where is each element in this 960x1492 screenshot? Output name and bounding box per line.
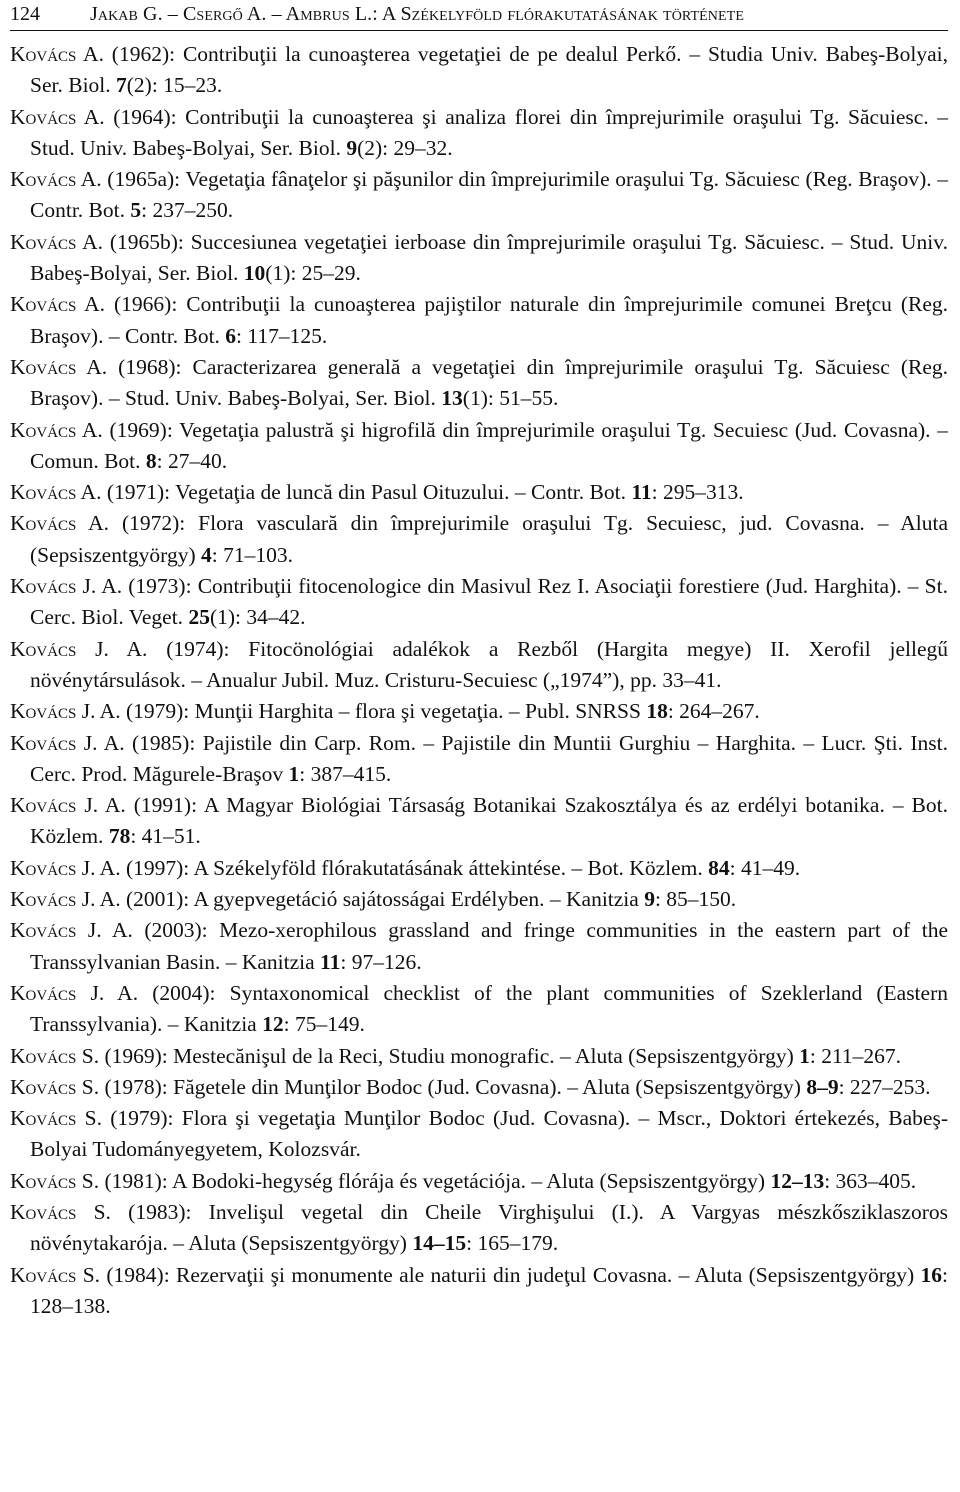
reference-text: (1974): Fitocönológiai adalékok a Rezből (Hargita megye) II. Xerofil jellegű növénytársulások. – Anualur Jubil. Muz. Cristuru-Secuiesc („1974”), pp. 33–41. (30, 636, 948, 692)
reference-volume: 16 (920, 1262, 943, 1287)
reference-pages: (1): 51–55. (462, 386, 559, 411)
reference-pages: : 41–49. (729, 855, 801, 880)
reference-pages: : 27–40. (156, 448, 228, 473)
reference-author: Kovács J. A. (10, 699, 121, 724)
reference-entry (10, 415, 948, 478)
reference-entry (10, 728, 948, 791)
reference-pages: (2): 29–32. (357, 135, 453, 160)
reference-entry (10, 164, 948, 227)
reference-entry (10, 1072, 948, 1103)
reference-pages: : 165–179. (466, 1231, 559, 1256)
reference-volume: 1 (799, 1043, 810, 1068)
reference-pages: : 97–126. (340, 949, 422, 974)
reference-text: (1966): Contribuţii la cunoaşterea pajiştilor naturale din împrejurimile comunei Breţcu (Reg. Braşov). – Contr. Bot. (30, 292, 948, 348)
reference-text: (1979): Flora şi vegetaţia Munţilor Bodoc (Jud. Covasna). – Mscr., Doktori értekezés, Babeş-Bolyai Tudományegyetem, Kolozsvár. (30, 1106, 948, 1162)
reference-author: Kovács A. (10, 229, 103, 254)
reference-author: Kovács J. A. (10, 887, 121, 912)
reference-pages: : 211–267. (809, 1043, 902, 1068)
reference-text: (1972): Flora vasculară din împrejurimile oraşului Tg. Secuiesc, jud. Covasna. – Aluta (Sepsiszentgyörgy) (30, 511, 948, 567)
reference-author: Kovács A. (10, 42, 104, 66)
reference-pages: : 227–253. (838, 1074, 931, 1099)
reference-volume: 5 (130, 198, 142, 223)
reference-author: Kovács A. (10, 167, 102, 192)
reference-author: Kovács A. (10, 511, 110, 536)
reference-entry (10, 102, 948, 165)
reference-entry (10, 508, 948, 571)
reference-author: Kovács J. A. (10, 636, 148, 661)
reference-volume: 6 (225, 323, 237, 348)
reference-pages: (2): 15–23. (126, 73, 223, 98)
reference-text: (1969): Mestecănişul de la Reci, Studiu monografic. – Aluta (Sepsiszentgyörgy) (99, 1043, 800, 1068)
reference-entry (10, 477, 948, 508)
reference-pages: : 363–405. (824, 1168, 917, 1193)
reference-text: (1965b): Succesiunea vegetaţiei ierboase din împrejurimile oraşului Tg. Săcuiesc. – Stud. Univ. Babeş-Bolyai, Ser. Biol. (30, 229, 948, 286)
reference-entry (10, 696, 948, 727)
reference-entry (10, 571, 948, 634)
reference-author: Kovács J. A. (10, 574, 123, 599)
reference-author: Kovács A. (10, 104, 105, 129)
reference-text: (1964): Contribuţii la cunoaşterea şi analiza florei din împrejurimile oraşului Tg. Săcuiesc. – Stud. Univ. Babeş-Bolyai, Ser. Biol. (30, 104, 948, 160)
reference-pages: : 387–415. (299, 761, 392, 786)
document-page (10, 0, 958, 1322)
reference-text: (1962): Contribuţii la cunoaşterea vegetaţiei de pe dealul Perkő. – Studia Univ. Babeş-Bolyai, Ser. Biol. (30, 42, 948, 98)
reference-entry (10, 884, 948, 915)
reference-volume: 84 (708, 855, 730, 880)
reference-pages: : 71–103. (211, 542, 293, 567)
reference-volume: 9 (346, 135, 358, 160)
reference-entry (10, 1260, 948, 1323)
reference-pages: : 75–149. (283, 1012, 365, 1037)
reference-volume: 12–13 (770, 1168, 825, 1193)
reference-pages: : 41–51. (130, 824, 201, 849)
reference-author: Kovács S. (10, 1043, 100, 1068)
reference-volume: 11 (631, 480, 652, 505)
reference-pages: : 117–125. (236, 323, 328, 348)
reference-author: Kovács J. A. (10, 918, 133, 943)
reference-volume: 9 (644, 887, 655, 912)
reference-entry (10, 853, 948, 884)
reference-text: (1969): Vegetaţia palustră şi higrofilă din împrejurimile oraşului Tg. Secuiesc (Jud. Covasna). – Comun. Bot. (30, 417, 948, 473)
reference-author: Kovács S. (10, 1199, 111, 1224)
reference-author: Kovács A. (10, 480, 102, 505)
reference-entry (10, 1103, 948, 1166)
reference-text: (2001): A gyepvegetáció sajátosságai Erdélyben. – Kanitzia (120, 887, 645, 912)
reference-text: (1971): Vegetaţia de luncă din Pasul Oituzului. – Contr. Bot. (101, 480, 632, 505)
reference-entry (10, 39, 948, 102)
reference-text: (1983): Invelişul vegetal din Cheile Virghişului (I.). A Vargyas mészkősziklaszoros növénytakarója. – Aluta (Sepsiszentgyörgy) (30, 1199, 948, 1256)
reference-entry (10, 634, 948, 697)
reference-pages: : 295–313. (651, 480, 744, 505)
reference-volume: 12 (262, 1012, 284, 1037)
reference-author: Kovács J. A. (10, 793, 126, 818)
reference-volume: 8–9 (806, 1074, 839, 1099)
reference-entry (10, 1197, 948, 1260)
reference-entry (10, 915, 948, 978)
reference-text: (1973): Contribuţii fitocenologice din Masivul Rez I. Asociaţii forestiere (Jud. Harghita). – St. Cerc. Biol. Veget. (30, 574, 948, 630)
reference-author: Kovács S. (10, 1262, 101, 1287)
running-header (10, 0, 958, 28)
reference-pages: (1): 25–29. (265, 261, 361, 286)
reference-pages: : 85–150. (654, 887, 737, 912)
reference-author: Kovács S. (10, 1074, 100, 1099)
reference-entry (10, 289, 948, 352)
reference-volume: 18 (646, 699, 668, 724)
reference-text: (2004): Syntaxonomical checklist of the plant communities of Szeklerland (Eastern Transsylvania). – Kanitzia (30, 980, 948, 1037)
reference-pages: (1): 34–42. (209, 605, 306, 630)
reference-author: Kovács A. (10, 354, 108, 379)
reference-volume: 1 (288, 761, 300, 786)
reference-text: (1979): Munţii Harghita – flora şi vegetaţia. – Publ. SNRSS (120, 699, 647, 724)
reference-author: Kovács J. A. (10, 730, 125, 755)
reference-list (10, 39, 958, 1322)
reference-entry (10, 227, 948, 290)
reference-author: Kovács J. A. (10, 980, 139, 1005)
reference-volume: 4 (200, 542, 212, 567)
reference-text: (2003): Mezo-xerophilous grassland and fringe communities in the eastern part of the Transsylvanian Basin. – Kanitzia (30, 918, 948, 974)
reference-volume: 13 (441, 386, 463, 411)
reference-entry (10, 1041, 948, 1072)
reference-volume: 7 (116, 73, 127, 98)
reference-entry (10, 352, 948, 415)
reference-pages: : 237–250. (141, 198, 234, 223)
reference-volume: 25 (188, 605, 210, 630)
reference-entry (10, 1166, 948, 1197)
reference-author: Kovács J. A. (10, 855, 121, 880)
reference-text: (1965a): Vegetaţia fânaţelor şi păşunilor din împrejurimile oraşului Tg. Săcuiesc (Reg. Braşov). – Contr. Bot. (30, 167, 948, 223)
reference-text: (1978): Făgetele din Munţilor Bodoc (Jud. Covasna). – Aluta (Sepsiszentgyörgy) (99, 1074, 807, 1099)
running-title: Jakab G. – Csergő A. – Ambrus L.: A Székelyföld flórakutatásának története (90, 3, 744, 25)
reference-volume: 11 (320, 949, 341, 974)
reference-author: Kovács S. (10, 1168, 100, 1193)
reference-pages: : 264–267. (667, 699, 760, 724)
reference-volume: 78 (108, 824, 131, 849)
reference-pages: : 128–138. (30, 1262, 948, 1318)
reference-author: Kovács S. (10, 1106, 102, 1131)
reference-text: (1991): A Magyar Biológiai Társaság Botanikai Szakosztálya és az erdélyi botanika. – Bot. Közlem. (30, 793, 948, 849)
page-number: 124 (10, 3, 40, 25)
reference-text: (1984): Rezervaţii şi monumente ale naturii din judeţul Covasna. – Aluta (Sepsiszentgyörgy) (100, 1262, 921, 1287)
reference-text: (1985): Pajistile din Carp. Rom. – Pajistile din Muntii Gurghiu – Harghita. – Lucr. Şti. Inst. Cerc. Prod. Măgurele-Braşov (30, 730, 948, 786)
reference-author: Kovács A. (10, 292, 106, 317)
reference-author: Kovács A. (10, 417, 103, 442)
reference-entry (10, 978, 948, 1041)
reference-text: (1997): A Székelyföld flórakutatásának áttekintése. – Bot. Közlem. (120, 855, 709, 880)
reference-volume: 10 (243, 261, 266, 286)
reference-volume: 14–15 (412, 1231, 467, 1256)
reference-entry (10, 790, 948, 853)
reference-text: (1981): A Bodoki-hegység flórája és vegetációja. – Aluta (Sepsiszentgyörgy) (99, 1168, 771, 1193)
reference-text: (1968): Caracterizarea generală a vegetaţiei din împrejurimile oraşului Tg. Săcuiesc (Reg. Braşov). – Stud. Univ. Babeş-Bolyai, Ser. Biol. (30, 354, 948, 411)
header-rule (10, 30, 948, 31)
reference-volume: 8 (145, 448, 157, 473)
